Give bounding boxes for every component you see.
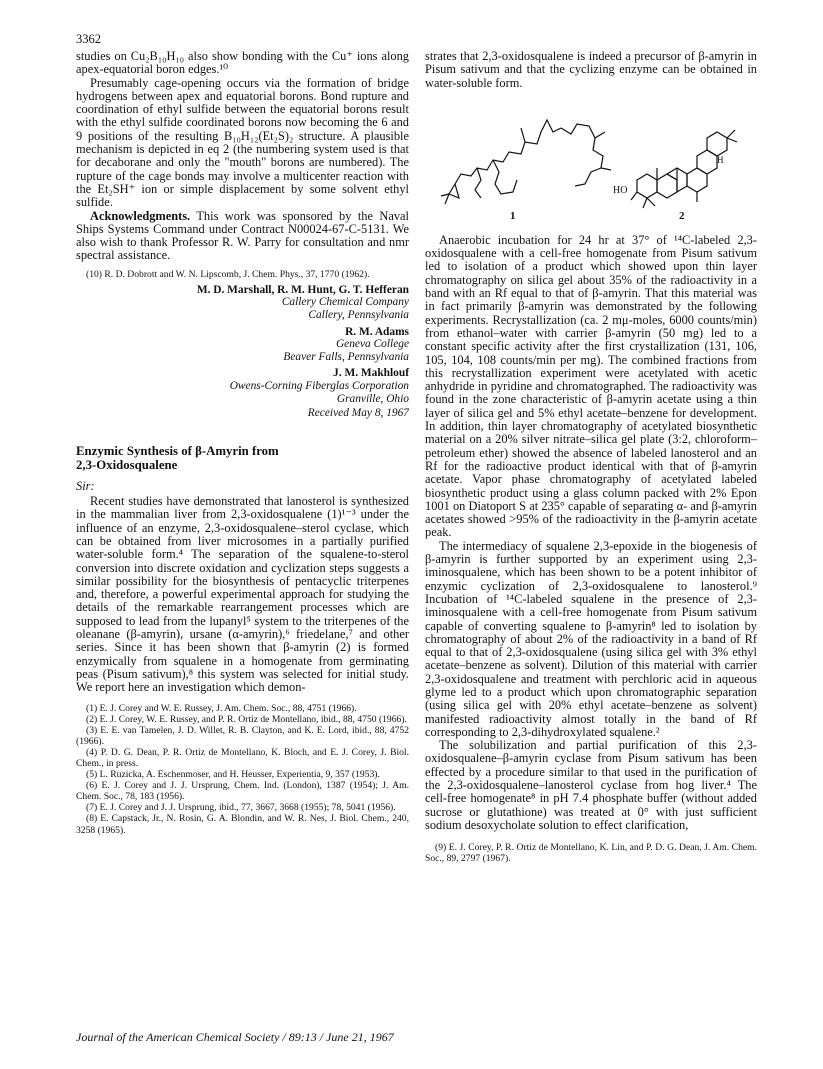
author-affiliations [76,284,409,420]
reference-2: (2) E. J. Corey, W. E. Russey, and P. R. Ortiz de Montellano, ibid., 88, 4750 (1966). [86,713,407,725]
left-column [76,50,409,836]
reference-1: (1) E. J. Corey and W. E. Russey, J. Am. Chem. Soc., 88, 4751 (1966). [86,702,357,714]
article-title-line-2: 2,3-Oxidosqualene [76,457,178,472]
reference-7: (7) E. J. Corey and J. J. Ursprung, ibid., 77, 3667, 3668 (1955); 78, 5041 (1956). [86,802,396,814]
institution-3-location: Granville, Ohio [336,392,409,405]
hydroxyl-label: HO [613,184,628,196]
acknowledgments-text: This work was sponsored by the Naval Ships Systems Command under Contract N00024-67-C-5131. We also wish to thank Professor R. W. Parry for consultation and nmr spectral assistance. [76,208,409,263]
paragraph-continued: studies on Cu₂B₁₀H₁₀ also show bonding with the Cu⁺ ions along apex-equatorial boron edges.¹⁰ [76,49,409,77]
author-names-1: M. D. Marshall, R. M. Hunt, G. T. Hefferan [196,283,409,296]
salutation: Sir: [76,478,95,493]
received-date: Received May 8, 1967 [307,407,409,420]
paragraph-continued-right: strates that 2,3-oxidosqualene is indeed a precursor of β-amyrin in Pisum sativum and that the cyclizing enzyme can be obtained in water-soluble form. [425,49,757,90]
institution-2: Geneva College [335,338,409,351]
acknowledgments [76,210,409,263]
oxidosqualene-structure [441,120,611,204]
institution-1-location: Callery, Pennsylvania [308,309,409,322]
structure-label-2: 2 [679,209,685,222]
paragraph-intermediacy: The intermediacy of squalene 2,3-epoxide in the biogenesis of β-amyrin is further supported by an experiment using 2,3-iminosqualene, which has been shown to be a potent inhibitor of enzymic cyclization of 2,3-oxidosqualene to lanosterol.⁹ Incubation of ¹⁴C-labeled squalene in the presence of 2,3-iminosqualene with a cell-free homogenate from Pisum sativum capable of converting squalene to β-amyrin⁸ led to isolation by chromatography of about 2% of the radioactivity in a band of Rf equal to that of 2,3-oxidosqualene (using silica gel with 3% ethyl acetate–benzene as solvent). Dilution of this material with carrier 2,3-oxidosqualene and treatment with perchloric acid in aqueous glyme led to a product which upon chromatographic separation (using silica gel with 20% ethyl acetate–benzene as solvent) manifested radioactivity almost totally in the band of Rf corresponding to 2,3-dihydroxylated squalene.² [425,538,757,739]
author-names-3: J. M. Makhlouf [333,367,409,380]
reference-5: (5) L. Ruzicka, A. Eschenmoser, and H. Heusser, Experientia, 9, 357 (1953). [86,769,380,781]
acknowledgments-heading: Acknowledgments. [90,208,191,223]
reference-10: (10) R. D. Dobrott and W. N. Lipscomb, J. Chem. Phys., 37, 1770 (1962). [86,268,370,280]
institution-3: Owens-Corning Fiberglas Corporation [229,380,409,392]
reference-list-a [76,269,409,280]
reference-list-c [425,842,757,864]
paragraph-intro: Recent studies have demonstrated that lanosterol is synthesized in the mammalian liver from 2,3-oxidosqualene (1)¹⁻³ under the influence of an enzyme, 2,3-oxidosqualene–sterol cyclase, which can be obtained from liver microsomes in a partially purified water-soluble form.⁴ The separation of the squalene-to-sterol conversion into discrete oxidation and cyclization steps suggests a similar possibility for the biosynthesis of pentacyclic triterpenes and, therefore, a powerful experimental approach for studying the details of the remarkable rearrangement processes which are supposed to lead from the lupanyl⁵ system to the triterpenes of the oleanane (β-amyrin), ursane (α-amyrin),⁶ friedelane,⁷ and other series. Since it has been shown that β-amyrin (2) is formed enzymically from squalene in a homogenate from germinating peas (Pisum sativum),⁸ this system was selected for initial study. We report here an investigation which demon- [76,494,409,695]
structure-figure [425,98,757,226]
institution-2-location: Beaver Falls, Pennsylvania [283,350,409,363]
reference-6: (6) E. J. Corey and J. J. Ursprung, Chem. Ind. (London), 1387 (1954); J. Am. Chem. Soc., 78, 183 (1956). [76,780,409,803]
paragraph-incubation: Anaerobic incubation for 24 hr at 37° of ¹⁴C-labeled 2,3-oxidosqualene with a cell-free homogenate from Pisum sativum led to isolation of a product which showed upon thin layer chromatography on silica gel about 35% of the radioactivity in a band with an Rf equal to that of β-amyrin. That this material was in fact primarily β-amyrin was demonstrated by the following experiments. Recrystallization (ca. 2 mμ-moles, 6000 counts/min) from ethanol–water with carrier β-amyrin (50 mg) led to a constant specific activity after the first crystallization (131, 106, 105, 104, 108 counts/min per mg). The combined fractions from this recrystallization experiment were acetylated with acetic anhydride in pyridine and chromatographed. The radioactivity was found in the zone characteristic of β-amyrin acetate using a thin layer of silica gel and 5% ethyl acetate–benzene for development. In addition, thin layer chromatography of acetylated biosynthetic material on a 20% silver nitrate–silica gel plate (3:2, chloroform–petroleum ether) showed the absence of labeled lanosterol and an Rf for the radioactive product identical with that of β-amyrin acetate. Vapor phase chromatography of acetylated labeled biosynthetic product using a glass column packed with 2% Epon 1001 on Diatoport S at 235° capable of separating α- and β-amyrin acetates showed >95% of the radioactivity in the β-amyrin acetate peak. [425,232,757,540]
author-names-2: R. M. Adams [345,325,409,338]
page-number: 3362 [76,32,101,46]
chemical-structures-drawing [425,98,757,226]
article-title-line-1: Enzymic Synthesis of β-Amyrin from [76,443,279,458]
hydrogen-label: H [717,154,724,165]
article-title [76,444,409,472]
journal-footer: Journal of the American Chemical Society / 89:13 / June 21, 1967 [76,1030,394,1044]
structure-label-1: 1 [510,209,516,222]
reference-8: (8) E. Capstack, Jr., N. Rosin, G. A. Blondin, and W. R. Nes, J. Biol. Chem., 240, 3258 (1965). [76,813,409,836]
paragraph-mechanism: Presumably cage-opening occurs via the formation of bridge hydrogens between apex and equatorial borons. Bond rupture and coordination of ethyl sulfide between the equatorial borons result with the ethyl sulfide coordinated borons now becoming the 6 and 9 positions of the resulting B₁₀H₁₂(Et₂S)₂ structure. A plausible mechanism is depicted in eq 2 (the numbering system used is that for decaborane and only the "mouth" borons are numbered). The rupture of the cage bonds may involve a multicenter reaction with the Et₂SH⁺ ion or simple displacement by some solvent ethyl sulfide. [76,75,409,210]
institution-1: Callery Chemical Company [281,296,409,309]
reference-4: (4) P. D. G. Dean, P. R. Ortiz de Montellano, K. Bloch, and E. J. Corey, J. Biol. Chem., in press. [76,746,409,769]
reference-3: (3) E. E. van Tamelen, J. D. Willet, R. B. Clayton, and K. E. Lord, ibid., 88, 4752 (1966). [76,724,409,747]
reference-9: (9) E. J. Corey, P. R. Ortiz de Montellano, K. Lin, and P. D. G. Dean, J. Am. Chem. Soc., 89, 2797 (1967). [425,842,757,865]
reference-list-b [76,703,409,836]
right-column [425,50,757,864]
paragraph-solubilization: The solubilization and partial purification of this 2,3-oxidosqualene–β-amyrin cyclase from Pisum sativum has been effected by a procedure similar to that used in the purification of the 2,3-oxidosqualene–lanosterol cyclase from hog liver.⁴ The cell-free homogenate⁸ in pH 7.4 phosphate buffer (without added sucrose or glutathione) was treated at 0° with just sufficient sodium desoxycholate solution to effect clarification, [425,738,757,832]
amyrin-structure [631,130,737,208]
